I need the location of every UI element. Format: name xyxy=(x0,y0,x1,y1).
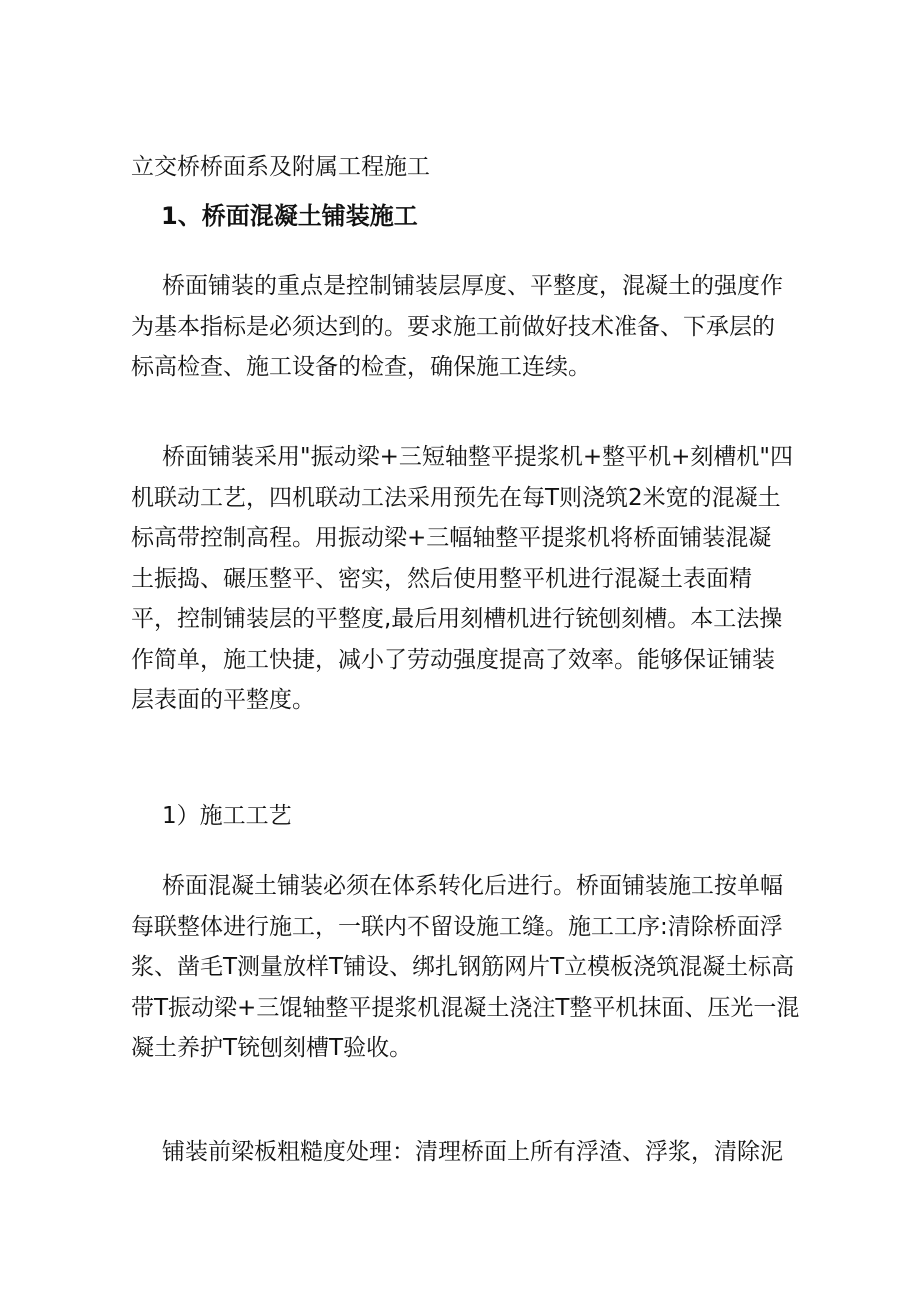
paragraph-line: 桥面混凝土铺装必须在体系转化后进行。桥面铺装施工按单幅 xyxy=(162,873,783,899)
paragraph-line: 浆、凿毛T测量放样T铺设、绑扎钢筋网片T立模板浇筑混凝土标高 xyxy=(131,954,795,980)
document-title: 立交桥桥面系及附属工程施工 xyxy=(131,154,430,180)
paragraph-process xyxy=(131,866,800,1069)
paragraph-line: 层表面的平整度。 xyxy=(131,687,315,713)
subheading-process: 1）施工工艺 xyxy=(162,803,292,829)
paragraph-intro xyxy=(131,266,797,388)
paragraph-line: 标高检查、施工设备的检查，确保施工连续。 xyxy=(131,354,591,380)
section-heading: 1、桥面混凝土铺装施工 xyxy=(161,202,418,230)
paragraph-line: 每联整体进行施工，一联内不留设施工缝。施工工序:清除桥面浮 xyxy=(131,913,783,940)
paragraph-line: 标高带控制高程。用振动梁+三幅轴整平提浆机将桥面铺装混凝 xyxy=(131,525,772,551)
paragraph-line: 平，控制铺装层的平整度,最后用刻槽机进行铳刨刻槽。本工法操 xyxy=(131,606,783,632)
paragraph-line: 作简单，施工快捷，减小了劳动强度提高了效率。能够保证铺装 xyxy=(131,646,775,673)
paragraph-method xyxy=(131,437,797,721)
paragraph-line: 带T振动梁+三馄轴整平提浆机混凝土浇注T整平机抹面、压光一混 xyxy=(131,994,800,1021)
paragraph-line: 桥面铺装采用"振动梁+三短轴整平提浆机+整平机+刻槽机"四 xyxy=(162,444,793,470)
paragraph-line: 机联动工艺，四机联动工法采用预先在每T则浇筑2米宽的混凝土 xyxy=(131,484,781,511)
paragraph-line: 凝土养护T铳刨刻槽T验收。 xyxy=(131,1035,413,1061)
paragraph-surface-prep xyxy=(131,1132,797,1173)
paragraph-line: 铺装前梁板粗糙度处理：清理桥面上所有浮渣、浮浆，清除泥 xyxy=(162,1139,783,1165)
paragraph-line: 土振捣、碾压整平、密实，然后使用整平机进行混凝土表面精 xyxy=(131,565,752,592)
paragraph-line: 桥面铺装的重点是控制铺装层厚度、平整度，混凝土的强度作 xyxy=(162,273,783,299)
paragraph-line: 为基本指标是必须达到的。要求施工前做好技术准备、下承层的 xyxy=(131,313,775,340)
